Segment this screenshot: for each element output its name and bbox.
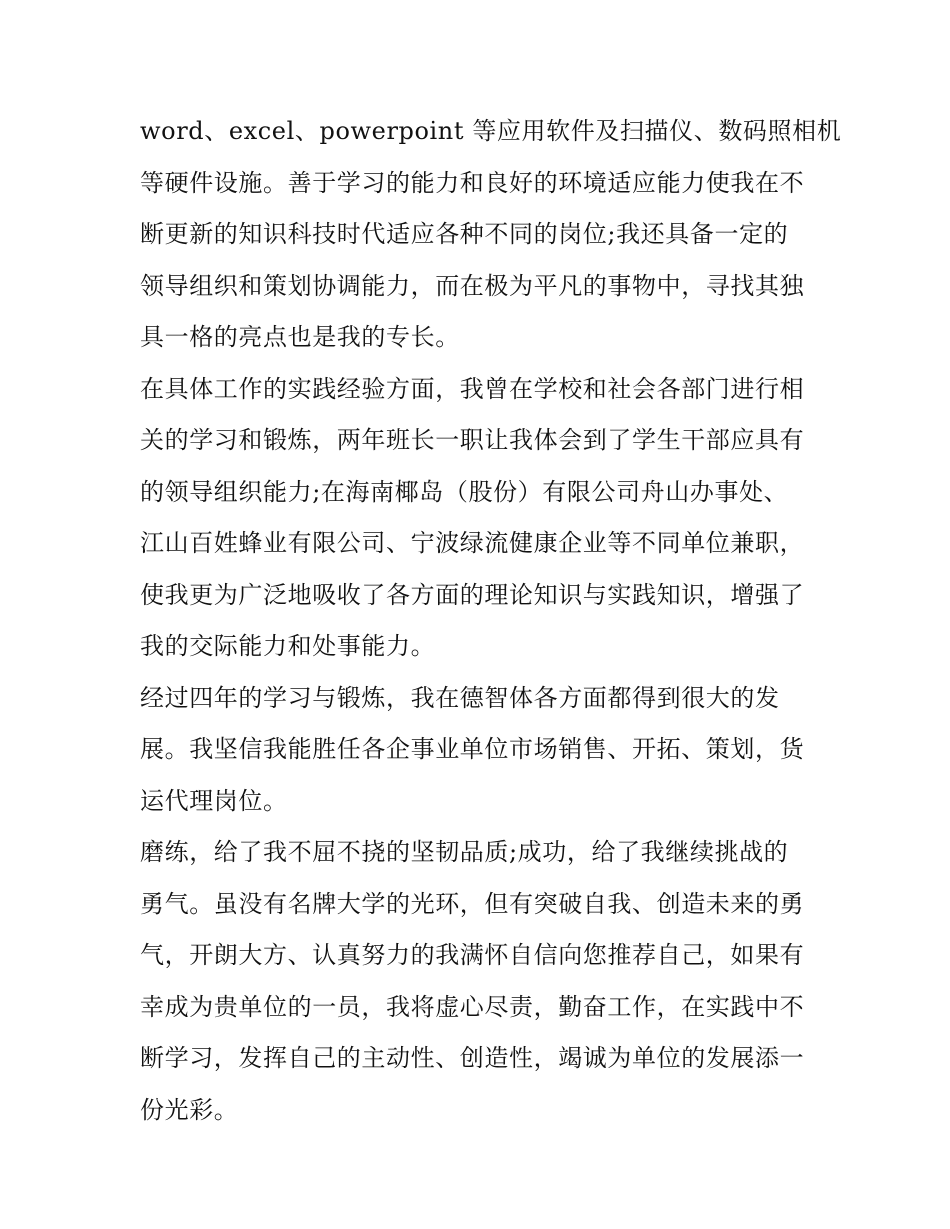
text-line: 断更新的知识科技时代适应各种不同的岗位;我还具备一定的 [140, 220, 789, 248]
paragraph-skills [140, 106, 842, 364]
text-line: 江山百姓蜂业有限公司、宁波绿流健康企业等不同单位兼职， [140, 529, 805, 557]
text-line: word、excel、powerpoint 等应用软件及扫描仪、数码照相机 [140, 117, 842, 145]
text-line: 等硬件设施。善于学习的能力和良好的环境适应能力使我在不 [140, 168, 805, 197]
paragraph-experience [140, 364, 830, 673]
text-line: 幸成为贵单位的一员，我将虚心尽责，勤奋工作，在实践中不 [140, 992, 805, 1021]
text-line: 份光彩。 [140, 1095, 239, 1124]
text-line: 展。我坚信我能胜任各企事业单位市场销售、开拓、策划，货 [140, 735, 805, 763]
paragraph-development [140, 673, 830, 828]
paragraph-conclusion [140, 827, 830, 1136]
text-line: 断学习，发挥自己的主动性、创造性，竭诚为单位的发展添一 [140, 1044, 805, 1072]
text-line: 我的交际能力和处事能力。 [140, 632, 436, 660]
text-line: 使我更为广泛地吸收了各方面的理论知识与实践知识，增强了 [140, 580, 805, 609]
text-line: 运代理岗位。 [140, 786, 288, 815]
text-line: 具一格的亮点也是我的专长。 [140, 323, 460, 351]
text-line: 的领导组织能力;在海南椰岛（股份）有限公司舟山办事处、 [140, 477, 789, 506]
document-body [140, 106, 842, 1136]
text-line: 磨练，给了我不屈不挠的坚韧品质;成功，给了我继续挑战的 [140, 838, 789, 866]
text-line: 领导组织和策划协调能力，而在极为平凡的事物中，寻找其独 [140, 271, 805, 300]
text-line: 经过四年的学习与锻炼，我在德智体各方面都得到很大的发 [140, 683, 780, 712]
text-line: 在具体工作的实践经验方面，我曾在学校和社会各部门进行相 [140, 374, 805, 403]
text-line: 关的学习和锻炼，两年班长一职让我体会到了学生干部应具有 [140, 426, 805, 454]
text-line: 气，开朗大方、认真努力的我满怀自信向您推荐自己，如果有 [140, 941, 805, 969]
text-line: 勇气。虽没有名牌大学的光环，但有突破自我、创造未来的勇 [140, 889, 805, 918]
